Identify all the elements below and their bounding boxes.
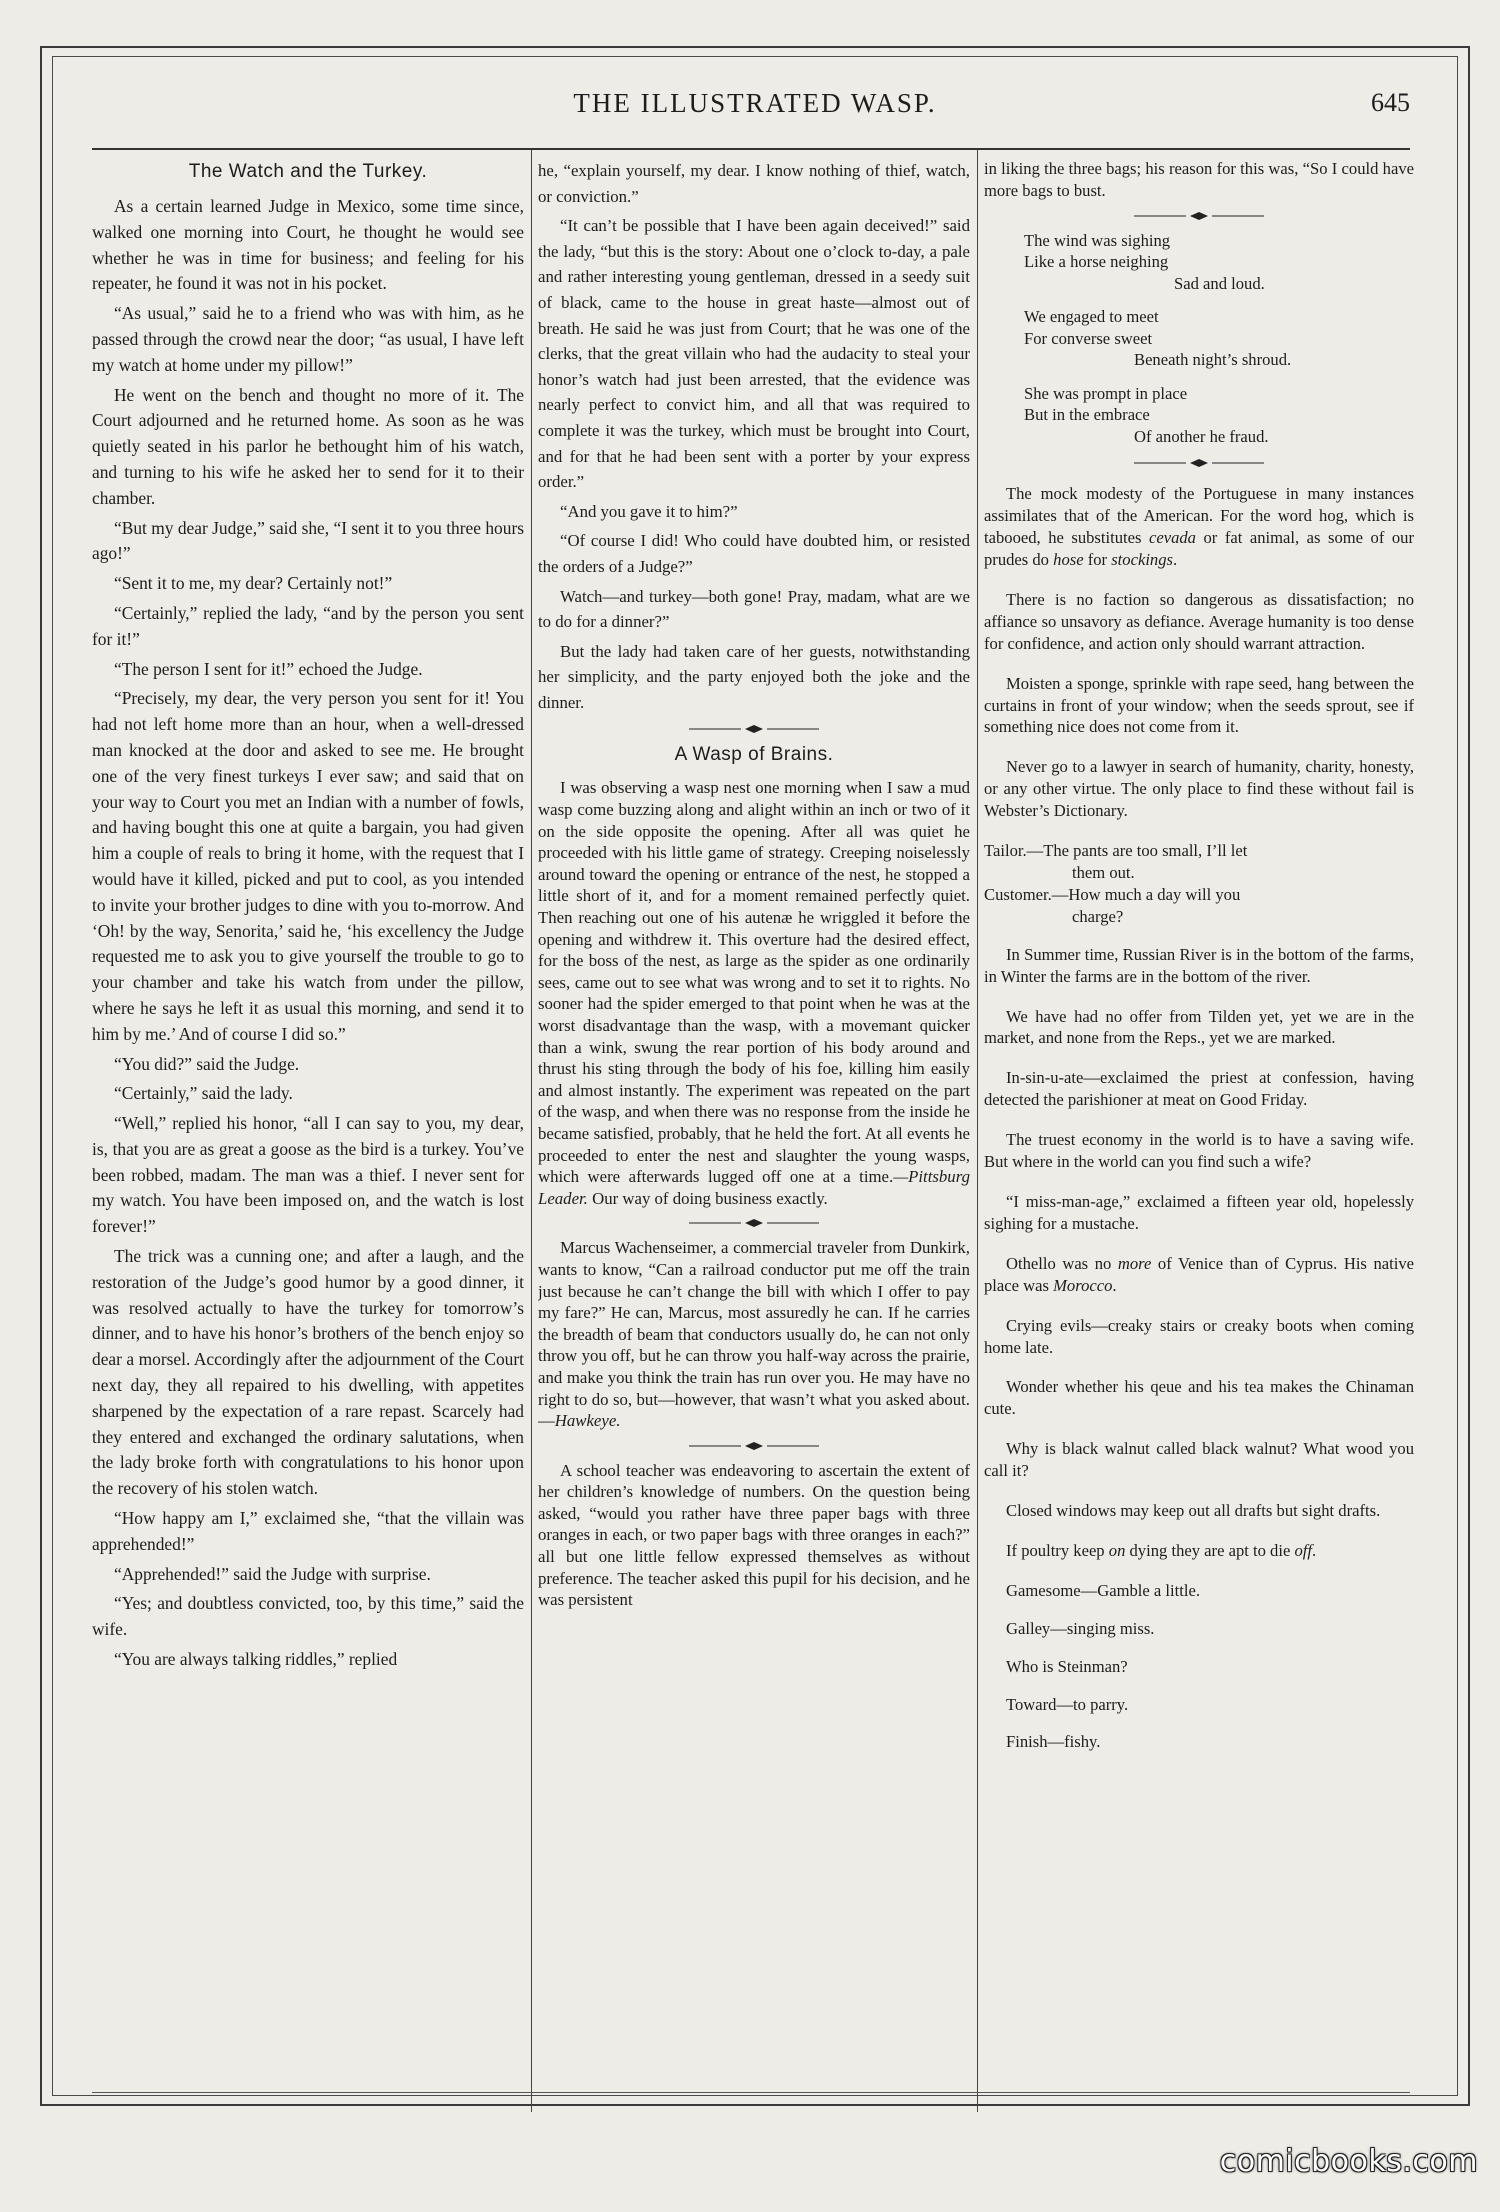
bottom-rule (92, 2092, 1410, 2093)
dialogue-line: them out. (1072, 863, 1135, 882)
watermark: comicbooks.com (1219, 2144, 1478, 2179)
paragraph: “Of course I did! Who could have doubted him, or resisted the orders of a Judge?” (538, 531, 970, 576)
italic-word: off (1294, 1540, 1313, 1560)
paragraph: Closed windows may keep out all drafts but sight drafts. (1006, 1501, 1381, 1521)
paragraph: “How happy am I,” exclaimed she, “that the villain was apprehended!” (92, 1508, 524, 1554)
paragraph: “Certainly,” said the lady. (114, 1083, 293, 1104)
poem-line: For converse sweet (1024, 328, 1153, 348)
wasp-text: I was observing a wasp nest one morning when I saw a mud wasp come buzzing along and alight within an inch or two of it on the side opposite the opening. After all was quiet he proceeded with his little game of strategy. Creeping noiselessly around toward the opening or entrance of the nest, he stopped a little short of it, and for a moment remained perfectly quiet. Then reaching out one of his autenæ he wriggled it before the opening and withdrew it. This overture had the desired effect, for the boss of the nest, as large as the spider as one ordinarily sees, came out to see what was wrong and to set it to rights. No sooner had the spider emerged to that point when he was at the worst disadvantage than the wasp, with a movemant quicker than a wink, swung the rear portion of his body around and thrust his sting through the body of his foe, killing him easily and almost instantly. The experiment was repeated on the part of the wasp, and when there was no response from the inside he became satisfied, probably, that he held the fort. At all events he proceeded to enter the nest and slaughter the young wasps, which were afterwards lugged off one at a time. (538, 778, 970, 1187)
dialogue-line: charge? (1072, 906, 1124, 926)
paragraph: in liking the three bags; his reason for this was, “So I could have more bags to bust. (984, 159, 1414, 200)
column-2 (538, 158, 970, 2062)
paragraph: Never go to a lawyer in search of humanity, charity, honesty, or any other virtue. The only place to find these without fail is Webster’s Dictionary. (984, 757, 1414, 821)
paragraph: In-sin-u-ate—exclaimed the priest at confession, having detected the parishioner at meat on Good Friday. (984, 1068, 1414, 1110)
italic-word: hose (1053, 550, 1084, 570)
source-credit: —Pittsburg Leader. (538, 1167, 970, 1208)
section-divider-ornament (689, 723, 819, 735)
dialogue-line: Tailor.—The pants are too small, I’ll let (984, 841, 1248, 861)
poem-line: But in the embrace (1024, 405, 1150, 425)
text-run: . (1312, 1540, 1317, 1560)
text-run: . (1112, 1275, 1117, 1295)
paragraph (538, 777, 970, 1209)
column-3 (984, 158, 1414, 2062)
paragraph: “Yes; and doubtless convicted, too, by this time,” said the wife. (92, 1593, 524, 1640)
paragraph: Toward—to parry. (1006, 1694, 1129, 1714)
text-run: The mock modesty of the Portuguese in many instances assimilates that of the American. For the word hog, which is tabooed, he substitutes (984, 484, 1414, 548)
masthead (52, 84, 1458, 124)
wasp-comment: Our way of doing business exactly. (587, 1188, 828, 1208)
paragraph: “Well,” replied his honor, “all I can say to you, my dear, is, that you are as great a goose as the bird is a turkey. You’ve been robbed, madam. The man was a thief. I never sent for my watch. You have been imposed on, and the watch is lost forever!” (92, 1113, 524, 1237)
paragraph: “It can’t be possible that I have been again deceived!” said the lady, “but this is the story: About one o’clock to-day, a pale and rather interesting young gentleman, dressed in a seedy suit of black, came to the house in great haste—almost out of breath. He said he was just from Court; that he was one of the clerks, that the great villain who had the audacity to steal your honor’s watch had just been arrested, that the evidence was nearly perfect to convict him, and all that was required to complete it was the turkey, which must be brought into Court, and for that he had been sent with a porter by your express order.” (538, 216, 970, 492)
section-divider-ornament (1134, 457, 1264, 469)
paragraph: “Apprehended!” said the Judge with surprise. (114, 1563, 431, 1584)
section-divider-ornament (689, 1217, 819, 1229)
tailor-dialogue (984, 840, 1414, 928)
paragraph: Why is black walnut called black walnut? What wood you call it? (984, 1439, 1414, 1481)
italic-word: cevada (1148, 528, 1196, 548)
paragraph: “Certainly,” replied the lady, “and by the person you sent for it!” (92, 602, 524, 649)
marcus-text: Marcus Wachenseimer, a commercial traveler from Dunkirk, wants to know, “Can a railroad conductor put me off the train just because he can’t change the bill with which I offer to pay my fare?” He can, Marcus, most assuredly he can. If he carries the breadth of beam that conductors usually do, he can not only throw you off, but he can throw you half-way across the prairie, and make you think the train has run over you. He may have no right to do so, but—however, that wasn’t what you asked about.— (538, 1238, 970, 1431)
text-run: dying they are apt to die (1125, 1540, 1295, 1560)
paragraph: But the lady had taken care of her guests, notwithstanding her simplicity, and the party enjoyed both the joke and the dinner. (538, 641, 970, 712)
paragraph: There is no faction so dangerous as dissatisfaction; no affiance so unsavory as defiance. Average humanity is too dense for confidence, and action only should warrant attraction. (984, 589, 1414, 653)
paragraph: Who is Steinman? (1006, 1656, 1128, 1676)
column-rule (977, 150, 978, 2112)
paragraph (984, 483, 1414, 571)
italic-word: more (1117, 1253, 1152, 1273)
column-1 (92, 158, 524, 2062)
article-heading-wasp-of-brains: A Wasp of Brains. (674, 744, 834, 766)
paragraph: A school teacher was endeavoring to ascertain the extent of her children’s knowledge of numbers. On the question being asked, “would you rather have three paper bags with three oranges in each, or two paper bags with three oranges in each?” all but one little fellow expressed themselves as without preference. The teacher asked this pupil for his decision, and he was persistent (538, 1460, 970, 1610)
paragraph: he, “explain yourself, my dear. I know nothing of thief, watch, or conviction.” (538, 161, 970, 206)
poem-line: The wind was sighing (1024, 230, 1171, 250)
paragraph: Moisten a sponge, sprinkle with rape seed, hang between the curtains in front of your window; when the seeds sprout, see if something nice does not come from it. (984, 673, 1414, 737)
paragraph (984, 1540, 1414, 1562)
text-run: If poultry keep (1006, 1540, 1109, 1560)
section-divider-ornament (689, 1440, 819, 1452)
masthead-rule (92, 148, 1410, 150)
text-run: Othello was no (1006, 1253, 1118, 1273)
paragraph: “As usual,” said he to a friend who was with him, as he passed through the crowd near the door; “as usual, I have left my watch at home under my pillow!” (92, 303, 524, 375)
paragraph: Finish—fishy. (1006, 1732, 1101, 1752)
article-heading-watch-turkey: The Watch and the Turkey. (188, 161, 428, 182)
paragraph: The truest economy in the world is to have a saving wife. But where in the world can you find such a wife? (984, 1130, 1414, 1172)
paragraph: Watch—and turkey—both gone! Pray, madam, what are we to do for a dinner?” (538, 586, 970, 632)
text-run: . (1172, 550, 1178, 570)
short-definitions (984, 1580, 1414, 1754)
paragraph: Crying evils—creaky stairs or creaky boots when coming home late. (984, 1315, 1414, 1357)
paragraph: Wonder whether his qeue and his tea makes the Chinaman cute. (984, 1377, 1414, 1419)
paragraph: He went on the bench and thought no more of it. The Court adjourned and he returned home. As soon as he was quietly seated in his parlor he bethought him of his watch, and turning to his wife he asked her to send for it to their chamber. (92, 384, 524, 508)
paragraph: “You are always talking riddles,” replied (114, 1649, 398, 1670)
text-run: of Venice than of Cyprus. His native place was (984, 1253, 1414, 1295)
italic-word: on (1108, 1540, 1126, 1560)
paragraph: The trick was a cunning one; and after a laugh, and the restoration of the Judge’s good humor by a good dinner, it was resolved actually to have the turkey for tomorrow’s dinner, and to have his honor’s brothers of the bench enjoy so dear a morsel. Accordingly after the adjournment of the Court next day, they all repaired to his dwelling, with appetites sharpened by the expectation of a rare repast. Scarcely had they entered and exchanged the ordinary salutations, when the lady broke forth with congratulations to his honor upon the recovery of his stolen watch. (92, 1246, 524, 1499)
paragraph (984, 1253, 1414, 1297)
page-number: 645 (1371, 88, 1410, 117)
section-divider-ornament (1134, 210, 1264, 222)
poem (1024, 230, 1414, 448)
poem-line: Of another he fraud. (1134, 426, 1269, 446)
dialogue-line: Customer.—How much a day will you (984, 884, 1241, 904)
poem-line: She was prompt in place (1024, 383, 1188, 403)
paragraph: In Summer time, Russian River is in the bottom of the farms, in Winter the farms are in the bottom of the river. (984, 944, 1414, 986)
paragraph: “You did?” said the Judge. (114, 1053, 300, 1074)
italic-word: stockings (1111, 550, 1173, 570)
paragraph: Gamesome—Gamble a little. (1006, 1580, 1200, 1600)
poem-line: Sad and loud. (1174, 273, 1265, 293)
paragraph: “The person I sent for it!” echoed the Judge. (114, 658, 423, 679)
poem-line: Beneath night’s shroud. (1134, 350, 1292, 370)
paragraph: “Sent it to me, my dear? Certainly not!” (114, 573, 393, 594)
paragraph: “I miss-man-age,” exclaimed a fifteen year old, hopelessly sighing for a mustache. (984, 1191, 1414, 1233)
column-rule (531, 150, 532, 2112)
text-run: for (1083, 550, 1112, 570)
paragraph: “But my dear Judge,” said she, “I sent it to you three hours ago!” (92, 517, 524, 564)
italic-word: Morocco (1053, 1275, 1113, 1295)
poem-line: We engaged to meet (1024, 307, 1159, 327)
paragraph (538, 1237, 970, 1431)
paragraph: “Precisely, my dear, the very person you sent for it! You had not left home more than an hour, when a well-dressed man knocked at the door and asked to see me. He brought one of the very finest turkeys I ever saw; and said that on your way to Court you met an Indian with a number of fowls, and having bought this one at quite a bargain, you had given him a couple of reals to bring it home, with the request that I would have it killed, picked and put to cool, as you intended to invite your brother judges to dine with you to-morrow. And ‘Oh! by the way, Senorita,’ said he, ‘his excellency the Judge requested me to ask you to give yourself the trouble to go to your chamber and take his watch from under the pillow, where he says he left it as usual this morning, and send it to him by me.’ And of course I did so.” (92, 688, 524, 1044)
paragraph: We have had no offer from Tilden yet, yet we are in the market, and none from the Reps., yet we are marked. (984, 1006, 1414, 1048)
poem-line: Like a horse neighing (1024, 252, 1169, 272)
paragraph: As a certain learned Judge in Mexico, some time since, walked one morning into Court, he thought he would see whether he was in time for business; and feeling for his repeater, he found it was not in his pocket. (92, 196, 524, 294)
paragraph: Galley—singing miss. (1006, 1618, 1155, 1638)
publication-title: THE ILLUSTRATED WASP. (573, 88, 937, 118)
paragraph: “And you gave it to him?” (560, 501, 738, 521)
text-run: or fat animal, as some of our prudes do (984, 528, 1414, 570)
source-credit: Hawkeye. (554, 1411, 621, 1431)
